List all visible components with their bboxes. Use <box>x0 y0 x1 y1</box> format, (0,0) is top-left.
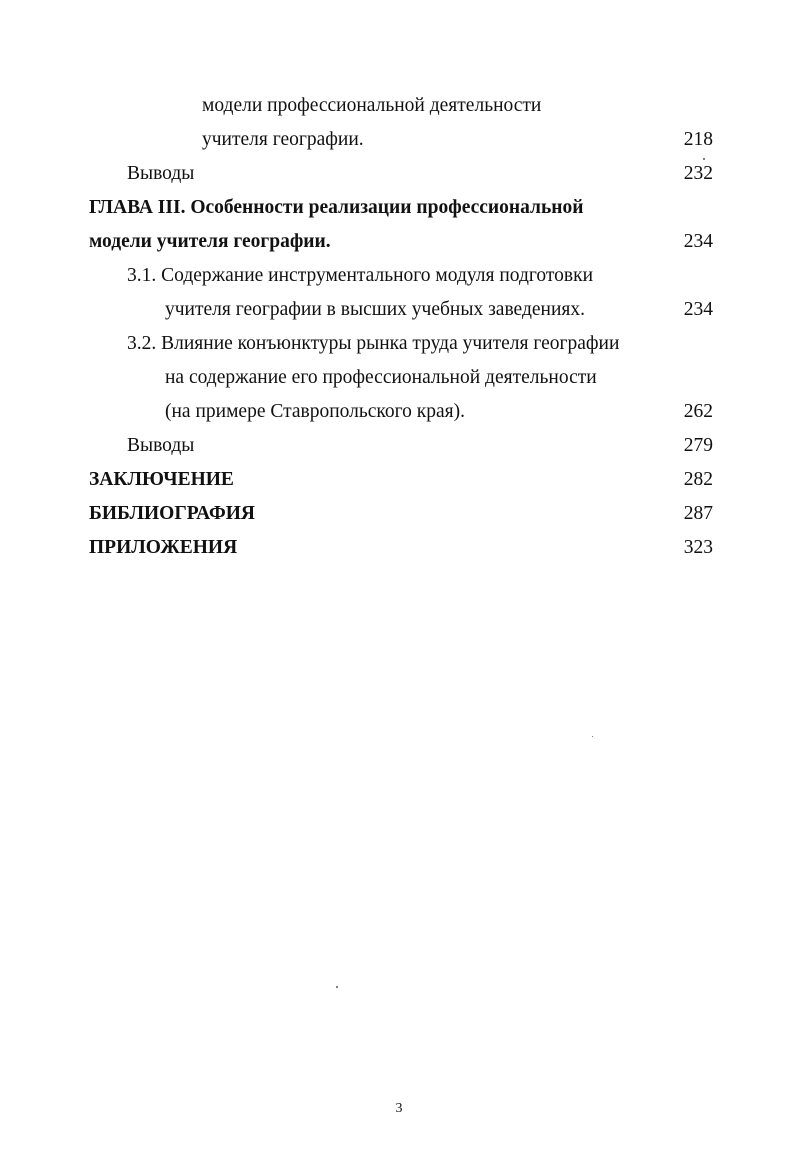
page-number: 3 <box>395 1101 403 1116</box>
toc-entry-page: 279 <box>683 435 713 456</box>
toc-entry-page: 323 <box>683 537 713 558</box>
toc-chapter-heading: модели учителя географии. <box>89 231 331 252</box>
toc-entry-page: 262 <box>683 401 713 422</box>
scan-speck <box>703 158 705 160</box>
toc-entry-page: 287 <box>683 503 713 524</box>
toc-entry-text: 3.2. Влияние конъюнктуры рынка труда учителя географии <box>127 333 620 354</box>
toc-entry-text: модели профессиональной деятельности <box>202 95 542 116</box>
toc-section-heading: БИБЛИОГРАФИЯ <box>89 503 256 524</box>
toc-entry-page: 234 <box>683 299 713 320</box>
toc-entry-page: 218 <box>683 129 713 150</box>
toc-entry-text: Выводы <box>127 435 195 456</box>
toc-entry-text: 3.1. Содержание инструментального модуля подготовки <box>127 265 594 286</box>
scan-speck <box>592 736 593 737</box>
toc-chapter-heading: ГЛАВА III. Особенности реализации профессиональной <box>89 197 584 218</box>
toc-entry-text: (на примере Ставропольского края). <box>165 401 466 422</box>
toc-entry-page: 234 <box>683 231 713 252</box>
toc-entry-page: 282 <box>683 469 713 490</box>
toc-section-heading: ПРИЛОЖЕНИЯ <box>89 537 238 558</box>
toc-entry-text: на содержание его профессиональной деятельности <box>165 367 597 388</box>
toc-section-heading: ЗАКЛЮЧЕНИЕ <box>89 469 234 490</box>
toc-entry-text: Выводы <box>127 163 195 184</box>
scan-speck <box>336 986 338 988</box>
toc-entry-text: учителя географии. <box>202 129 364 150</box>
toc-entry-page: 232 <box>683 163 713 184</box>
toc-entry-text: учителя географии в высших учебных заведениях. <box>165 299 585 320</box>
